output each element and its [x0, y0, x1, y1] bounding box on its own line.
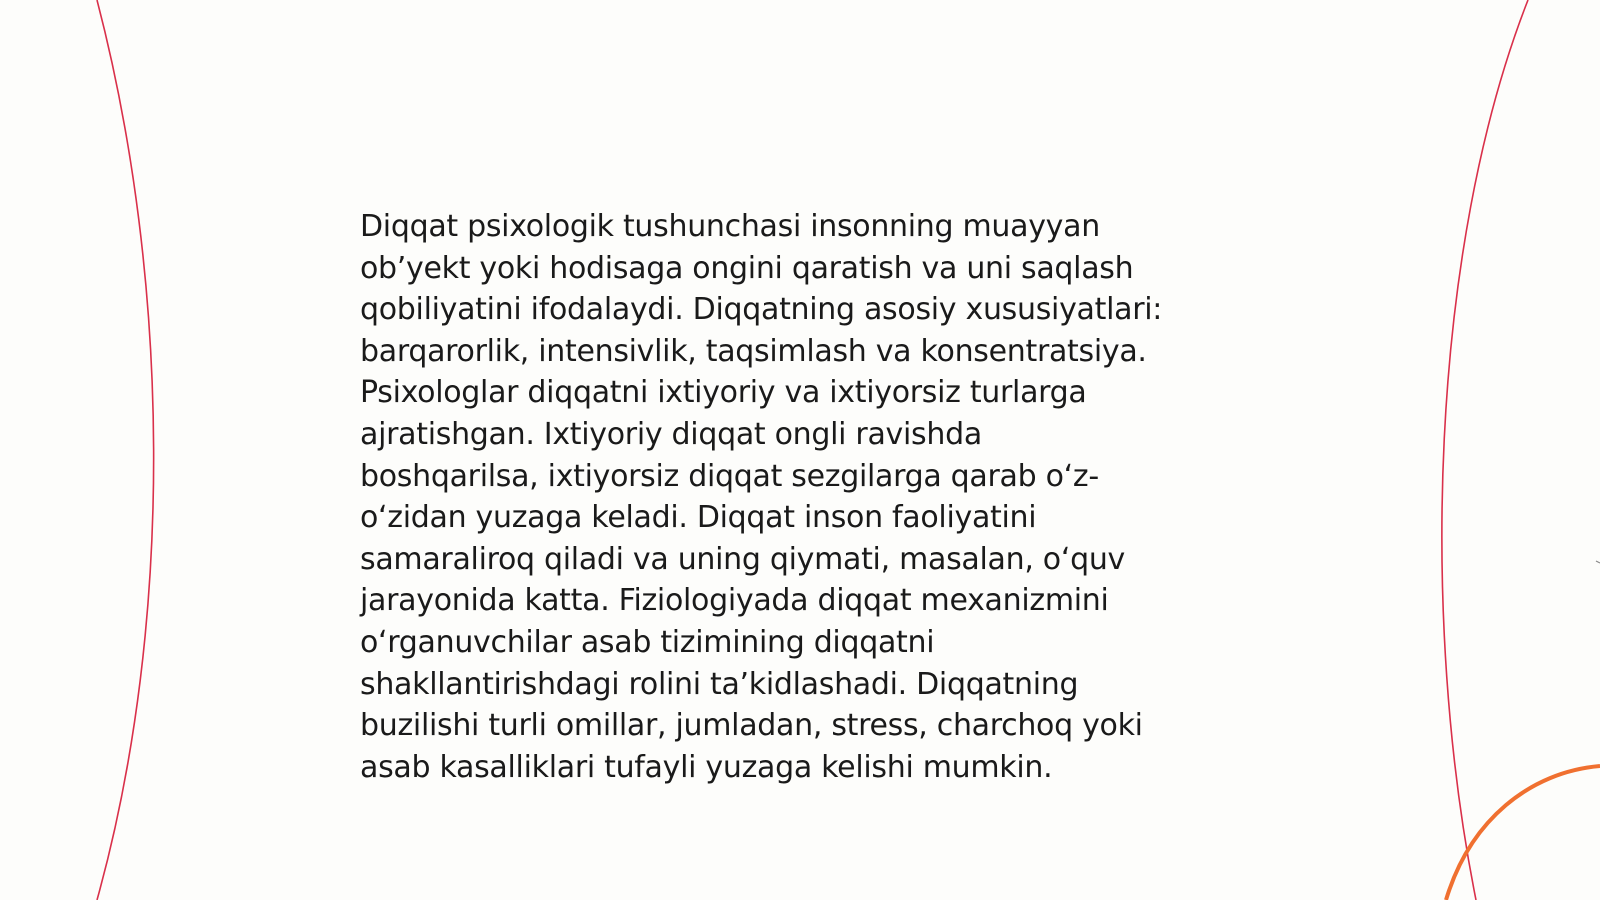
paragraph-line: Psixologlar diqqatni ixtiyoriy va ixtiyorsiz turlarga [360, 375, 1087, 411]
paragraph-line: boshqarilsa, ixtiyorsiz diqqat sezgilarga qarab o‘z- [360, 458, 1099, 494]
paragraph-line: o‘rganuvchilar asab tizimining diqqatni [360, 624, 935, 660]
right-curve [1442, 0, 1528, 900]
paragraph-line: o‘zidan yuzaga keladi. Diqqat inson faoliyatini [360, 500, 1037, 536]
paragraph-line: samaraliroq qiladi va uning qiymati, masalan, o‘quv [360, 541, 1125, 577]
paragraph-line: buzilishi turli omillar, jumladan, stress, charchoq yoki [360, 708, 1143, 744]
body-paragraph [360, 206, 1260, 788]
paragraph-line: ajratishgan. Ixtiyoriy diqqat ongli ravishda [360, 416, 982, 452]
paragraph-line: shakllantirishdagi rolini ta’kidlashadi. Diqqatning [360, 666, 1079, 702]
paragraph-line: asab kasalliklari tufayli yuzaga kelishi mumkin. [360, 749, 1053, 785]
paragraph-line: jarayonida katta. Fiziologiyada diqqat mexanizmini [360, 583, 1109, 619]
paragraph-line: barqarorlik, intensivlik, taqsimlash va konsentratsiya. [360, 333, 1147, 369]
corner-arc [1446, 766, 1600, 900]
right-edge-mark [1596, 561, 1600, 563]
paragraph-line: qobiliyatini ifodalaydi. Diqqatning asosiy xususiyatlari: [360, 292, 1163, 328]
paragraph-line: Diqqat psixologik tushunchasi insonning muayyan [360, 209, 1100, 244]
paragraph-line: ob’yekt yoki hodisaga ongini qaratish va uni saqlash [360, 250, 1134, 286]
left-curve [97, 0, 154, 900]
